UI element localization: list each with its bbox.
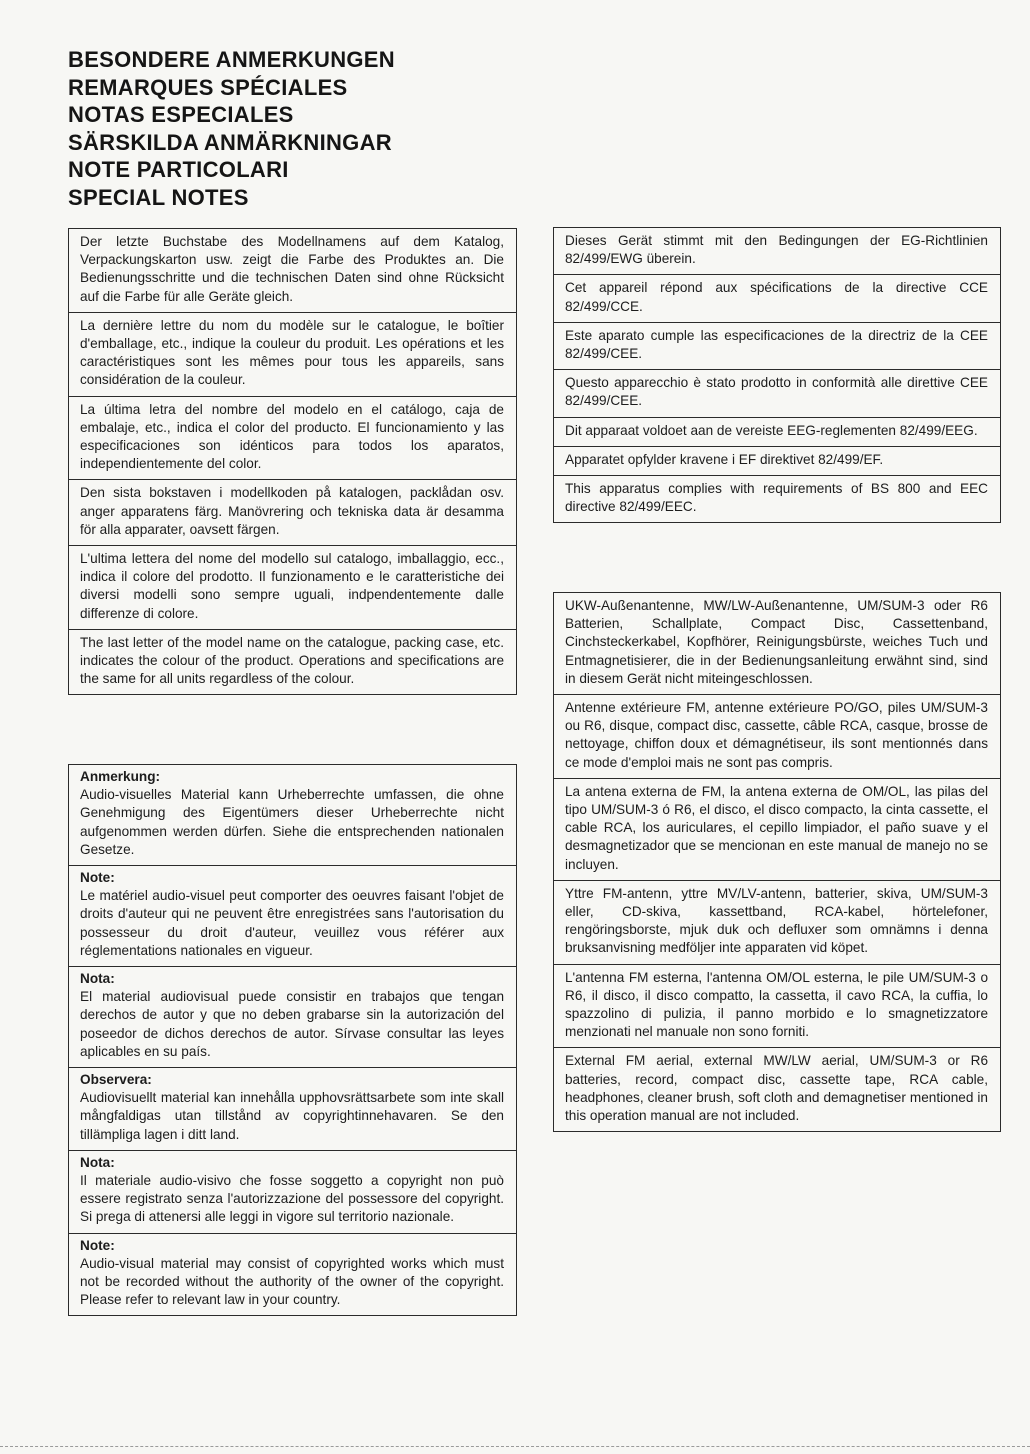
copyright-heading: Note: bbox=[80, 1237, 115, 1253]
copyright-heading: Anmerkung: bbox=[80, 769, 161, 784]
copyright-text: Il materiale audio-visivo che fosse soggetto a copyright non può essere registrato senza l'autorizzazione del possessore del copyright. Si prega di attenersi alle leggi in vigore sul territorio nazionale. bbox=[80, 1173, 504, 1225]
colour-note-sv: Den sista bokstaven i modellkoden på katalogen, packlådan osv. anger apparatens färg. Manövrering och tekniska data är desamma för alla apparater, oavsett färgen. bbox=[69, 480, 516, 546]
title-en: SPECIAL NOTES bbox=[68, 184, 249, 210]
bottom-divider bbox=[0, 1446, 1030, 1448]
copyright-note-es bbox=[69, 967, 516, 1068]
colour-note-en: The last letter of the model name on the catalogue, packing case, etc. indicates the colour of the product. Operations and specifications are the same for all units regardless of the colour. bbox=[80, 634, 504, 687]
copyright-text: El material audiovisual puede consistir en trabajos que tengan derechos de autor y que no deben grabarse sin la autorización del poseedor de dichos derechos de autor. Sírvase consultar las leyes aplicables en su país. bbox=[80, 989, 504, 1059]
page-title-block bbox=[68, 46, 395, 211]
title-it: NOTE PARTICOLARI bbox=[68, 157, 289, 182]
ec-note-en: This apparatus complies with requirements of BS 800 and EEC directive 82/499/EEC. bbox=[565, 481, 988, 515]
accessories-note-de: UKW-Außenantenne, MW/LW-Außenantenne, UM/SUM-3 oder R6 Batterien, Schallplate, Compact Disc, Cassettenband, Cinchsteckerkabel, Kopfhörer, Reinigungsbürste, weiches Tuch und Entmagnetisierer, die in der Bedienungsanleitung erwähnt sind, sind in diesem Gerät nicht miteingeschlossen. bbox=[554, 593, 1000, 695]
title-fr: REMARQUES SPÉCIALES bbox=[68, 74, 348, 100]
copyright-heading: Nota: bbox=[80, 1154, 115, 1170]
accessories-notes-box bbox=[553, 592, 1001, 1132]
accessories-note-it: L'antenna FM esterna, l'antenna OM/OL esterna, le pile UM/SUM-3 o R6, il disco, il disco compatto, la cassetta, il cavo RCA, la cuffia, lo spazzolino di pulizia, il panno morbido e lo smagnetizzatore menzionati nel manuale non sono forniti. bbox=[554, 965, 1000, 1049]
copyright-text: Audiovisuellt material kan innehålla upphovsrättsarbete som inte skall mångfaldigas utan tillstånd av copyrightinnehavaren. Se den tillämpliga lagen i ditt land. bbox=[80, 1090, 504, 1142]
accessories-note-es: La antena externa de FM, la antena externa de OM/OL, las pilas del tipo UM/SUM-3 ó R6, el disco, el disco compacto, la cinta cassette, el cable RCA, los auriculares, el cepillo limpiador, el paño suave y el desmagnetizador que se mencionan en este manual de manejo no se incluyen. bbox=[554, 779, 1000, 881]
accessories-note-en: External FM aerial, external MW/LW aerial, UM/SUM-3 or R6 batteries, record, compact disc, cassette tape, RCA cable, headphones, cleaner brush, soft cloth and demagnetiser mentioned in this operation manual are not included. bbox=[565, 1053, 988, 1124]
accessories-note-fr: Antenne extérieure FM, antenne extérieure PO/GO, piles UM/SUM-3 ou R6, disque, compact disc, cassette, câble RCA, casque, brosse de nettoyage, chiffon doux et démagnétiseur, ils sont mentionnés dans ce mode d'emploi mais ne sont pas compris. bbox=[554, 695, 1000, 779]
title-sv: SÄRSKILDA ANMÄRKNINGAR bbox=[68, 129, 392, 155]
copyright-note-it bbox=[69, 1151, 516, 1234]
copyright-notes-box bbox=[68, 764, 517, 1316]
copyright-text: Le matériel audio-visuel peut comporter des oeuvres faisant l'objet de droits d'auteur qui ne peuvent être enregistrées sans l'autorisation du possesseur du droit d'auteur, veuillez vous référer aux réglementations nationales en vigueur. bbox=[80, 888, 504, 958]
copyright-text: Audio-visual material may consist of copyrighted works which must not be recorded without the authority of the owner of the copyright. Please refer to relevant law in your country. bbox=[80, 1255, 504, 1308]
colour-note-de: Der letzte Buchstabe des Modellnamens auf dem Katalog, Verpackungskarton usw. zeigt die Farbe des Produktes an. Die Bedienungsschritte und die technischen Daten sind ohne Rücksicht auf die Farbe für alle Geräte gleich. bbox=[69, 229, 516, 313]
ec-note-fr: Cet appareil répond aux spécifications de la directive CCE 82/499/CCE. bbox=[554, 275, 1000, 322]
title-es: NOTAS ESPECIALES bbox=[68, 102, 294, 127]
copyright-note-sv bbox=[69, 1068, 516, 1151]
ec-note-nl: Dit apparaat voldoet aan de vereiste EEG-reglementen 82/499/EEG. bbox=[554, 418, 1000, 447]
colour-note-fr: La dernière lettre du nom du modèle sur le catalogue, le boîtier d'emballage, etc., indique la couleur du produit. Les opérations et les caractéristiques sont les mêmes pour tous les appareils, sans considération de la couleur. bbox=[69, 313, 516, 397]
title-de: BESONDERE ANMERKUNGEN bbox=[68, 47, 395, 72]
copyright-heading: Observera: bbox=[80, 1072, 152, 1088]
copyright-heading: Nota: bbox=[80, 971, 115, 987]
colour-notes-box bbox=[68, 228, 517, 695]
accessories-note-sv: Yttre FM-antenn, yttre MV/LV-antenn, batterier, skiva, UM/SUM-3 eller, CD-skiva, kassettband, RCA-kabel, hörtelefoner, rengöringsborste, mjuk duk och defluxer som omnämns i denna bruksanvisning medföljer inte apparaten vid köpet. bbox=[554, 881, 1000, 965]
ec-note-de: Dieses Gerät stimmt mit den Bedingungen der EG-Richtlinien 82/499/EWG überein. bbox=[554, 228, 1000, 275]
ec-note-it: Questo apparecchio è stato prodotto in conformità alle direttive CEE 82/499/CEE. bbox=[554, 370, 1000, 417]
copyright-note-de bbox=[69, 765, 516, 866]
colour-note-it: L'ultima lettera del nome del modello sul catalogo, imballaggio, ecc., indica il colore del prodotto. Il funzionamento e le caratteristiche dei diversi modelli sono sempre uguali, indpendentemente dalle differenze di colore. bbox=[69, 546, 516, 630]
copyright-note-fr bbox=[69, 866, 516, 967]
ec-note-da: Apparatet opfylder kravene i EF direktivet 82/499/EF. bbox=[554, 447, 1000, 476]
ec-note-es: Este aparato cumple las especificaciones de la directriz de la CEE 82/499/CEE. bbox=[554, 323, 1000, 370]
copyright-text: Audio-visuelles Material kann Urheberrechte umfassen, die ohne Genehmigung des Eigentümers dieser Urheberrechte nicht aufgenommen werden dürfen. Siehe die entsprechenden nationalen Gesetze. bbox=[80, 787, 504, 857]
colour-note-es: La última letra del nombre del modelo en el catálogo, caja de embalaje, etc., indica el color del producto. El funcionamiento y las especificaciones son idénticos para todos los aparatos, independientemente del color. bbox=[69, 397, 516, 481]
copyright-note-en bbox=[69, 1234, 516, 1316]
copyright-heading: Note: bbox=[80, 870, 115, 886]
ec-compliance-box bbox=[553, 227, 1001, 523]
